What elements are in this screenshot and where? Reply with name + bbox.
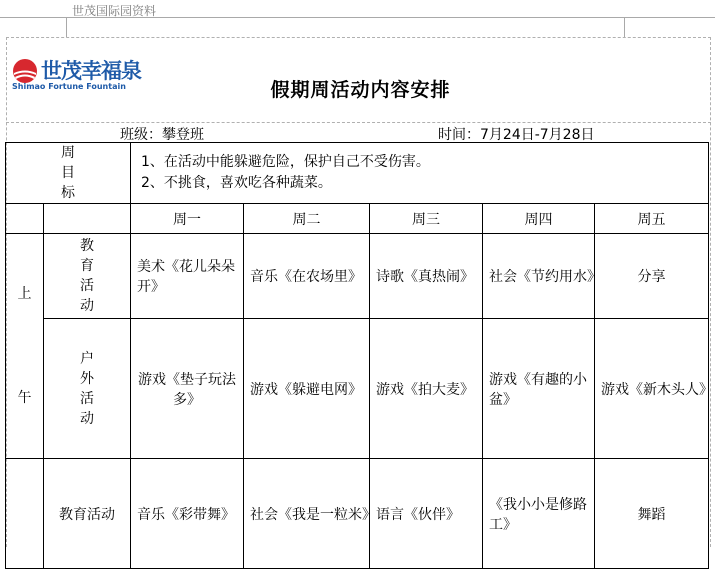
activity-cell: 游戏《拍大麦》 — [370, 319, 483, 459]
document-header-text: 世茂国际园资料 — [72, 4, 157, 18]
goals-content-cell — [131, 143, 709, 204]
schedule-row — [6, 459, 709, 569]
header-rule — [0, 17, 715, 18]
header-bracket-left — [66, 17, 67, 37]
schedule-row — [6, 234, 709, 319]
row-label-char: 活 — [80, 278, 94, 294]
page-title: 假期周活动内容安排 — [270, 79, 451, 101]
goals-row — [6, 143, 709, 204]
logo-subtitle: Shimao Fortune Fountain — [12, 82, 126, 91]
morning-label-char: 午 — [17, 390, 32, 406]
activity-cell: 诗歌《真热闹》 — [370, 234, 483, 319]
class-info: 班级：攀登班 — [120, 127, 204, 143]
day-header: 周五 — [595, 204, 709, 234]
goals-label-char: 目 — [61, 165, 75, 181]
row-label-char: 动 — [80, 410, 94, 427]
day-header: 周三 — [370, 204, 483, 234]
activity-cell: 语言《伙伴》 — [370, 459, 483, 569]
row-label-cell: 教育活动 — [44, 459, 131, 569]
activity-cell: 音乐《彩带舞》 — [131, 459, 244, 569]
day-header: 周一 — [131, 204, 244, 234]
row-label-char: 育 — [80, 258, 94, 274]
row-label-char: 外 — [80, 370, 94, 387]
info-row-rule — [6, 122, 711, 123]
corner-cell — [44, 204, 131, 234]
activity-cell: 社会《节约用水》 — [483, 234, 595, 319]
morning-label-continued — [6, 459, 44, 569]
day-header: 周二 — [244, 204, 370, 234]
row-label-char: 户 — [80, 350, 94, 367]
schedule-row — [6, 319, 709, 459]
morning-label-cell — [6, 234, 44, 459]
activity-cell: 游戏《新木头人》 — [595, 319, 709, 459]
goals-label-cell — [6, 143, 131, 204]
activity-cell: 《我小小是修路工》 — [483, 459, 595, 569]
row-label-char: 活 — [80, 390, 94, 407]
row-label-cell — [44, 319, 131, 459]
goal-item: 1、在活动中能躲避危险，保护自己不受伤害。 — [141, 154, 430, 170]
day-header: 周四 — [483, 204, 595, 234]
activity-cell: 游戏《有趣的小盆》 — [483, 319, 595, 459]
activity-cell: 社会《我是一粒米》 — [244, 459, 370, 569]
row-label-cell — [44, 234, 131, 319]
row-label-char: 教 — [80, 238, 94, 254]
activity-cell: 游戏《躲避电网》 — [244, 319, 370, 459]
header-bracket-right — [624, 17, 625, 37]
activity-cell: 游戏《垫子玩法多》 — [131, 319, 244, 459]
time-info: 时间：7月24日-7月28日 — [438, 127, 595, 143]
schedule-table — [5, 142, 713, 569]
activity-cell: 舞蹈 — [595, 459, 709, 569]
goals-label-char: 周 — [61, 145, 75, 161]
activity-cell: 音乐《在农场里》 — [244, 234, 370, 319]
goals-label-char: 标 — [61, 185, 75, 201]
days-header-row — [6, 204, 709, 234]
corner-cell — [6, 204, 44, 234]
activity-cell: 美术《花儿朵朵开》 — [131, 234, 244, 319]
goal-item: 2、不挑食，喜欢吃各种蔬菜。 — [141, 175, 332, 191]
row-label-char: 动 — [80, 298, 94, 314]
logo-name: 世茂幸福泉 — [41, 59, 141, 83]
activity-cell: 分享 — [595, 234, 709, 319]
morning-label-char: 上 — [17, 286, 32, 302]
